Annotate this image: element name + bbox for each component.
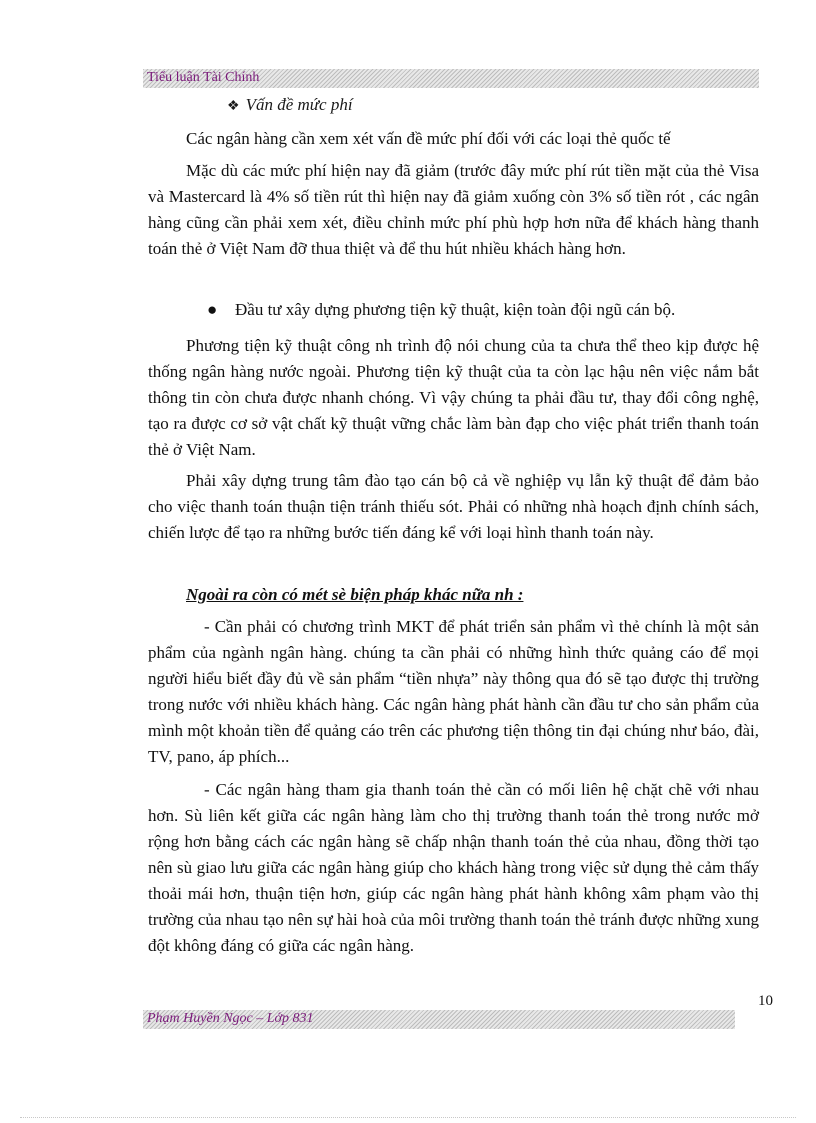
section-title-text: Vấn đề mức phí [245, 95, 353, 114]
subheading: Ngoài ra còn có mét sè biện pháp khác nữa nh : [186, 585, 524, 604]
page-number: 10 [758, 993, 773, 1009]
footer-bar [143, 1010, 735, 1029]
paragraph-3: Phương tiện kỹ thuật công nh trình độ nói chung của ta chưa thể theo kịp được hệ thống ngân hàng nước ngoài. Phương tiện kỹ thuật của ta còn lạc hậu nên việc nắm bắt thông tin còn chưa được nhanh chóng. Vì vậy chúng ta phải đầu tư, thay đổi công nghệ, tạo ra được cơ sở vật chất kỹ thuật vững chắc làm bàn đạp cho việc phát triển thanh toán thẻ ở Việt Nam. [148, 336, 759, 459]
bullet-dot-icon: ● [207, 300, 218, 319]
diamond-bullet-icon: ❖ [227, 99, 240, 114]
dash-item-1: - Cần phải có chương trình MKT để phát triển sản phẩm vì thẻ chính là một sản phẩm của ngành ngân hàng. chúng ta cần phải có những hình thức quảng cáo để mọi người hiểu biết đầy đủ về sản phẩm “tiền nhựa” này thông qua đó sẽ tạo được thị trường trong nước với nhiều khách hàng. Các ngân hàng phát hành cần đầu tư cho sản phẩm của mình một khoản tiền để quảng cáo trên các phương tiện thông tin đại chúng như báo, đài, TV, pano, áp phích... [148, 617, 759, 766]
footer-author: Phạm Huyền Ngọc – Lớp 831 [147, 1011, 314, 1026]
paragraph-2: Mặc dù các mức phí hiện nay đã giảm (trước đây mức phí rút tiền mặt của thẻ Visa và Mastercard là 4% số tiền rút thì hiện nay đã giảm xuống còn 3% số tiền rót , các ngân hàng cũng cần phải xem xét, điều chỉnh mức phí phù hợp hơn nữa để khách hàng thanh toán thẻ ở Việt Nam đỡ thua thiệt và để thu hút nhiều khách hàng hơn. [148, 161, 759, 258]
section-title [227, 95, 353, 115]
bullet-item [207, 300, 675, 320]
dash-item-2: - Các ngân hàng tham gia thanh toán thẻ cần có mối liên hệ chặt chẽ với nhau hơn. Sù liên kết giữa các ngân hàng làm cho thị trường thanh toán thẻ trong nước mở rộng hơn bằng cách các ngân hàng sẽ chấp nhận thanh toán thẻ của nhau, đồng thời tạo nên sù giao lưu giữa các ngân hàng giúp cho khách hàng trong việc sử dụng thẻ cảm thấy thoải mái hơn, thuận tiện hơn, giúp các ngân hàng phát hành không xâm phạm vào thị trường của nhau tạo nên sự hài hoà của môi trường thanh toán thẻ tránh được những xung đột không đáng có giữa các ngân hàng. [148, 780, 759, 955]
bullet-text: Đầu tư xây dựng phương tiện kỹ thuật, kiện toàn đội ngũ cán bộ. [235, 300, 676, 319]
paragraph-1: Các ngân hàng cần xem xét vấn đề mức phí đối với các loại thẻ quốc tế [186, 129, 671, 148]
page-edge-divider [20, 1117, 796, 1118]
header-bar [143, 69, 759, 88]
paragraph-4: Phải xây dựng trung tâm đào tạo cán bộ cả về nghiệp vụ lẫn kỹ thuật để đảm bảo cho việc thanh toán thuận tiện tránh thiếu sót. Phải có những nhà hoạch định chính sách, chiến lược để tạo ra những bước tiến đáng kể với loại hình thanh toán này. [148, 471, 759, 542]
header-title: Tiểu luận Tài Chính [147, 70, 260, 85]
